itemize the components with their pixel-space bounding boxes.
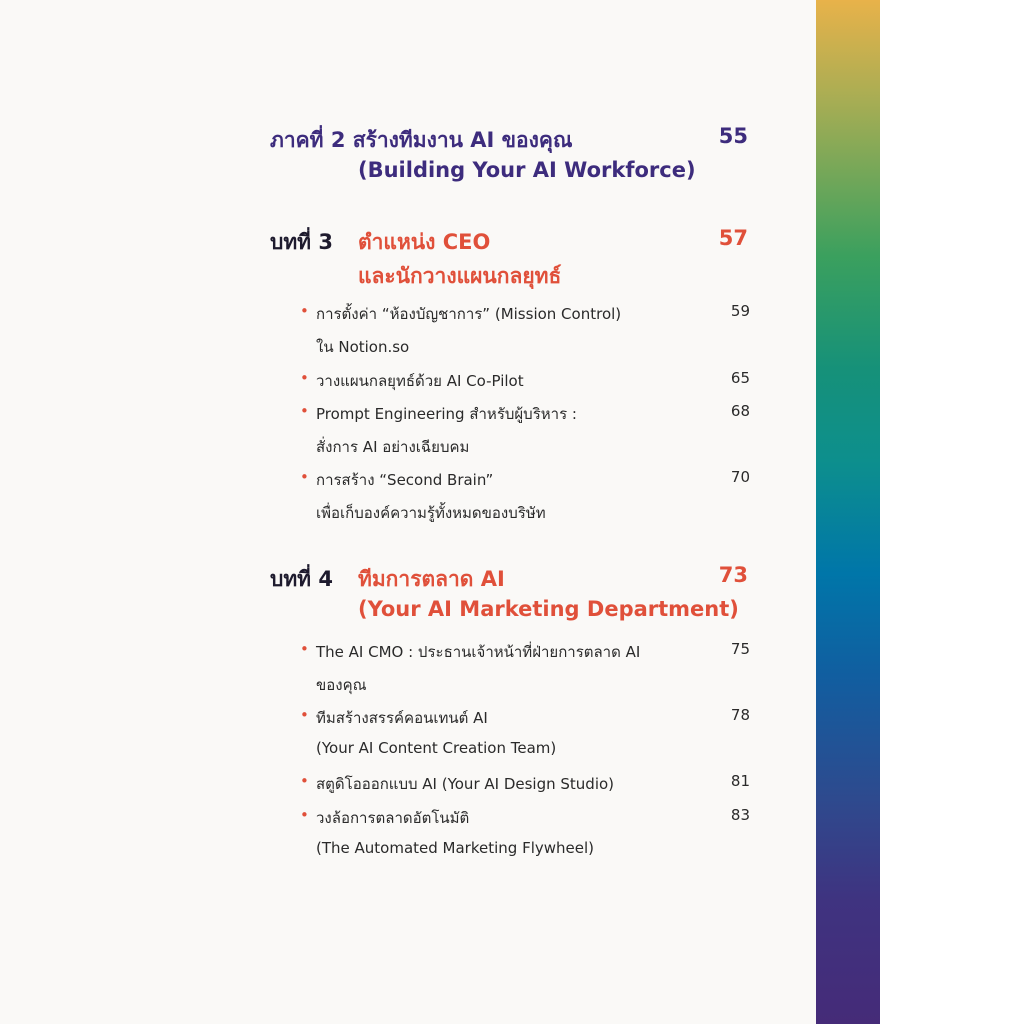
- toc-item-text: การสร้าง “Second Brain”: [316, 471, 494, 489]
- toc-item-text: Prompt Engineering สำหรับผู้บริหาร :: [316, 405, 577, 423]
- bullet-icon: •: [300, 706, 309, 724]
- bullet-icon: •: [300, 772, 309, 790]
- chapter-title-line2: (Your AI Marketing Department): [358, 597, 739, 621]
- toc-item-page: 81: [730, 772, 750, 790]
- chapter-label: บทที่ 4: [270, 567, 333, 591]
- bullet-icon: •: [300, 302, 309, 320]
- toc-item-page: 59: [730, 302, 750, 320]
- chapter-page-number: 57: [718, 226, 748, 250]
- toc-item-text-line2: เพื่อเก็บองค์ความรู้ทั้งหมดของบริษัท: [316, 504, 546, 522]
- toc-item-text-line2: ใน Notion.so: [316, 338, 410, 356]
- part-title: ภาคที่ 2 สร้างทีมงาน AI ของคุณ: [270, 128, 573, 152]
- toc-item-text-line2: ของคุณ: [316, 676, 367, 694]
- toc-item-text: วางแผนกลยุทธ์ด้วย AI Co-Pilot: [316, 372, 524, 390]
- toc-item-page: 70: [730, 468, 750, 486]
- part-page-number: 55: [718, 124, 748, 148]
- toc-item-text: ทีมสร้างสรรค์คอนเทนต์ AI: [316, 709, 488, 727]
- bullet-icon: •: [300, 468, 309, 486]
- bullet-icon: •: [300, 806, 309, 824]
- toc-item-text: The AI CMO : ประธานเจ้าหน้าที่ฝ่ายการตลาด AI: [316, 643, 641, 661]
- toc-item-page: 68: [730, 402, 750, 420]
- toc-item-text-line2: (The Automated Marketing Flywheel): [316, 839, 594, 857]
- chapter-label: บทที่ 3: [270, 230, 333, 254]
- toc-item-page: 83: [730, 806, 750, 824]
- bullet-icon: •: [300, 369, 309, 387]
- gradient-edge-strip: [816, 0, 880, 1024]
- toc-item-page: 75: [730, 640, 750, 658]
- toc-item-page: 65: [730, 369, 750, 387]
- toc-item-text-line2: สั่งการ AI อย่างเฉียบคม: [316, 438, 470, 456]
- part-subtitle: (Building Your AI Workforce): [358, 158, 696, 182]
- bullet-icon: •: [300, 640, 309, 658]
- bullet-icon: •: [300, 402, 309, 420]
- toc-item-text-line2: (Your AI Content Creation Team): [316, 739, 557, 757]
- toc-item-text: สตูดิโอออกแบบ AI (Your AI Design Studio): [316, 775, 615, 793]
- right-margin: [880, 0, 1024, 1024]
- toc-item-text: วงล้อการตลาดอัตโนมัติ: [316, 809, 470, 827]
- toc-item-page: 78: [730, 706, 750, 724]
- chapter-title: ทีมการตลาด AI: [358, 567, 505, 591]
- chapter-title: ตำแหน่ง CEO: [358, 230, 491, 254]
- chapter-page-number: 73: [718, 563, 748, 587]
- toc-item-text: การตั้งค่า “ห้องบัญชาการ” (Mission Control): [316, 305, 622, 323]
- chapter-title-line2: และนักวางแผนกลยุทธ์: [358, 264, 562, 288]
